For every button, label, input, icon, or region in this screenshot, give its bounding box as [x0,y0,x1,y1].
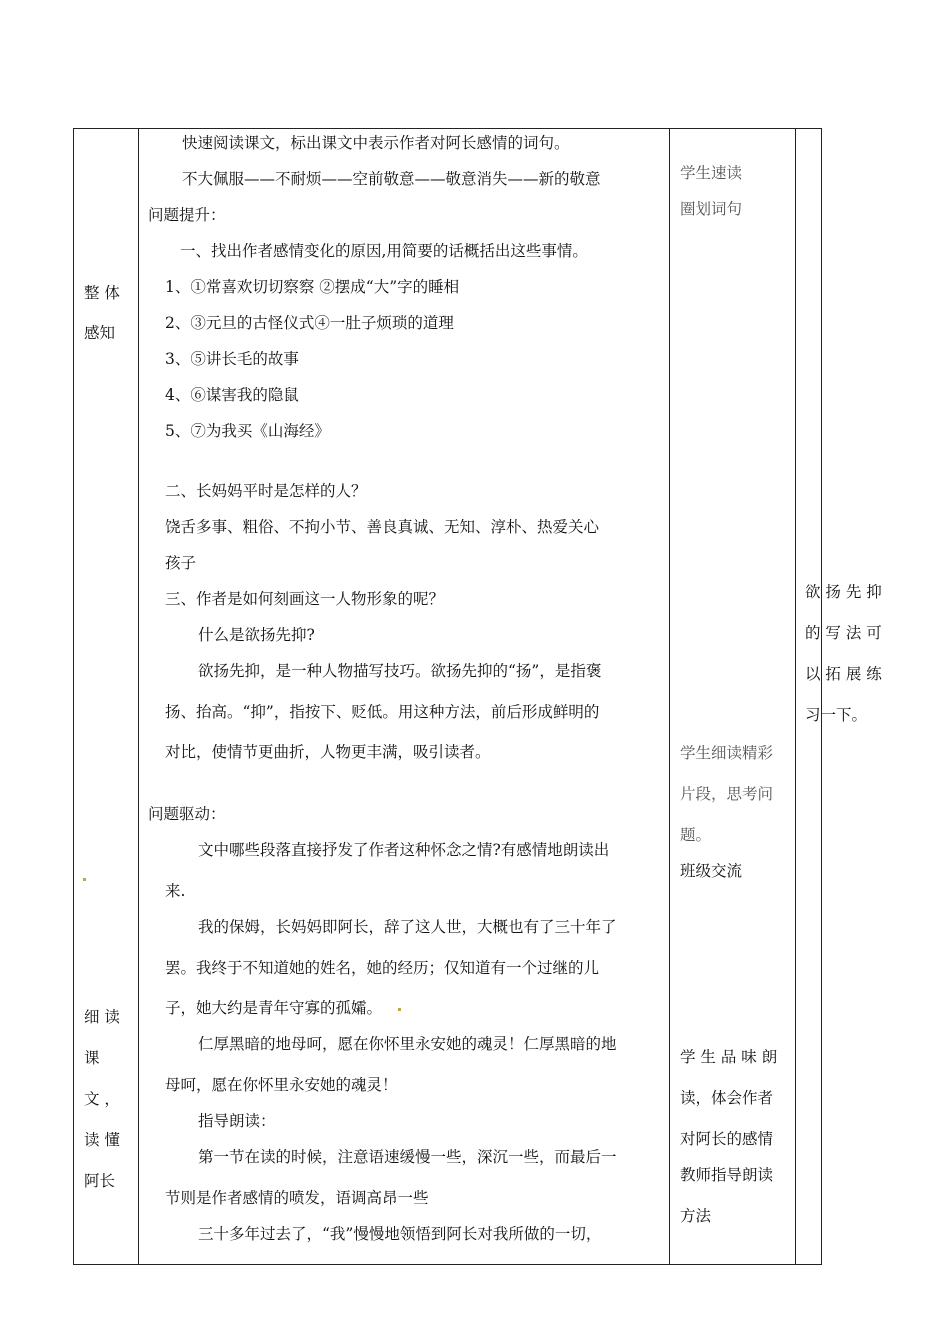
column-divider-2 [669,128,670,1265]
paragraph: 文中哪些段落直接抒发了作者这种怀念之情?有感情地朗读出 [198,841,610,859]
paragraph: 一、找出作者感情变化的原因,用简要的话概括出这些事情。 [180,242,588,260]
definition: 欲扬先抑，是一种人物描写技巧。欲扬先抑的“扬”，是指褒 [198,662,602,680]
quote: 母呵，愿在你怀里永安她的魂灵！ [165,1076,398,1094]
definition: 对比，使情节更曲折，人物更丰满，吸引读者。 [165,743,491,761]
note-text: 欲 扬 先 抑 [805,583,882,601]
activity-text: 圈划词句 [680,200,743,218]
stray-mark [83,878,86,881]
note-text: 以 拓 展 练 [805,665,882,683]
section-label-read-3: 文 ， [84,1090,120,1108]
question: 二、长妈妈平时是怎样的人？ [165,482,367,500]
activity-text: 方法 [680,1207,712,1225]
quote: 罢。我终于不知道她的姓名，她的经历；仅知道有一个过继的儿 [165,959,600,977]
note-text: 习一下。 [805,706,868,724]
note-text: 的 写 法 可 [805,624,882,642]
question: 三、作者是如何刻画这一人物形象的呢？ [165,590,445,608]
list-item: 5、⑦为我买《山海经》 [165,422,330,440]
activity-text: 题。 [680,826,712,844]
list-item: 3、⑤讲长毛的故事 [165,350,299,368]
paragraph: 第一节在读的时候，注意语速缓慢一些，深沉一些，而最后一 [198,1148,617,1166]
list-item: 1、①常喜欢切切察察 ②摆成“大”字的睡相 [165,278,460,296]
heading: 问题驱动： [148,805,226,823]
stray-mark [398,1008,401,1011]
column-divider-3 [795,128,796,1265]
heading: 指导朗读： [198,1112,276,1130]
sub-question: 什么是欲扬先抑? [198,626,315,644]
activity-text: 教师指导朗读 [680,1166,774,1184]
activity-text: 读，体会作者 [680,1089,774,1107]
activity-text: 学生细读精彩 [680,744,774,762]
quote: 子，她大约是青年守寡的孤孀。 [165,999,383,1017]
activity-text: 班级交流 [680,862,743,880]
paragraph: 快速阅读课文，标出课文中表示作者对阿长感情的词句。 [182,134,570,152]
list-item: 4、⑥谋害我的隐鼠 [165,386,299,404]
activity-text: 学生速读 [680,164,743,182]
heading: 问题提升： [148,206,226,224]
section-label-overall-1: 整 体 [84,284,120,302]
activity-text: 学 生 品 味 朗 [680,1048,778,1066]
section-label-read-5: 阿长 [84,1172,116,1190]
section-label-overall-2: 感知 [84,324,116,342]
column-divider-1 [138,128,139,1265]
definition: 扬、抬高。“抑”，指按下、贬低。用这种方法，前后形成鲜明的 [165,703,600,721]
section-label-read-2: 课 [84,1049,100,1067]
activity-text: 对阿长的感情 [680,1130,774,1148]
paragraph: 节则是作者感情的喷发，语调高昂一些 [165,1189,429,1207]
activity-text: 片段，思考问 [680,785,774,803]
list-item: 2、③元旦的古怪仪式④一肚子烦琐的道理 [165,314,454,332]
paragraph: 来. [165,882,186,900]
quote: 仁厚黑暗的地母呵，愿在你怀里永安她的魂灵！仁厚黑暗的地 [198,1035,617,1053]
paragraph: 不大佩服——不耐烦——空前敬意——敬意消失——新的敬意 [182,170,601,188]
quote: 我的保姆，长妈妈即阿长，辞了这人世，大概也有了三十年了 [198,918,617,936]
answer: 孩子 [165,554,197,572]
answer: 饶舌多事、粗俗、不拘小节、善良真诚、无知、淳朴、热爱关心 [165,518,600,536]
paragraph: 三十多年过去了，“我”慢慢地领悟到阿长对我所做的一切， [198,1225,602,1243]
section-label-read-1: 细 读 [84,1008,120,1026]
section-label-read-4: 读 懂 [84,1131,120,1149]
